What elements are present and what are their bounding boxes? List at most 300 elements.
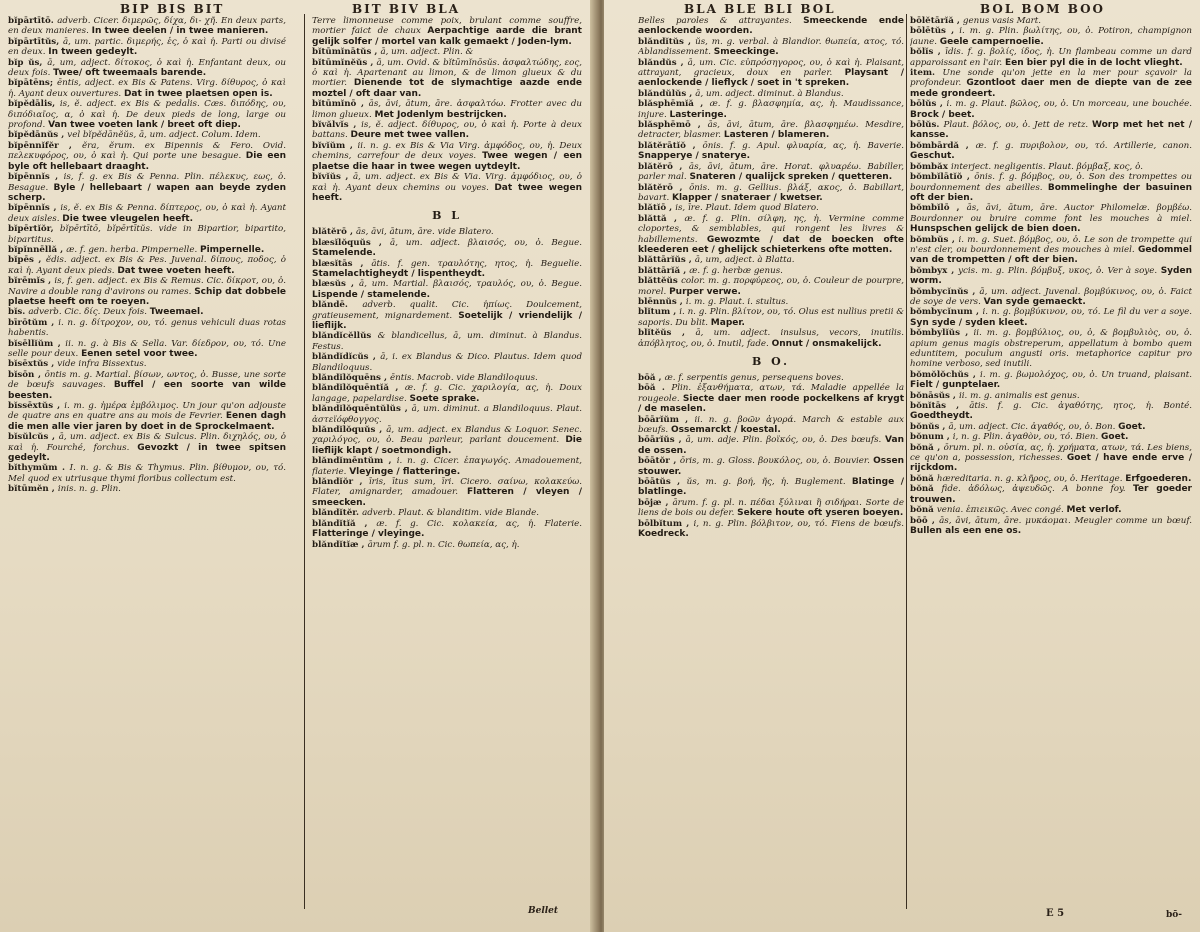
entry-dutch-translation: Ter goeder trouwen. bbox=[910, 484, 1192, 505]
dictionary-entry bbox=[910, 266, 1192, 287]
entry-definition: adverb. Plaut. & blanditim. vide Blande. bbox=[362, 508, 540, 519]
entry-definition: ā, i. ex Blandus & Dico. Plautus. Idem quod Blandiloquus. bbox=[312, 352, 582, 373]
entry-dutch-translation: Stamelende. bbox=[312, 248, 376, 259]
entry-headword: blăndĭlŏquēns , bbox=[312, 373, 390, 383]
entry-definition: ōnis. f. g. Apul. φλυαρία, ας, ἡ. Baverie. bbox=[702, 140, 904, 151]
dictionary-entry bbox=[638, 297, 904, 307]
catchword-left: Bellet bbox=[528, 906, 559, 916]
entry-headword: bĭsēxtŭs , bbox=[8, 359, 58, 370]
dictionary-entry bbox=[8, 37, 286, 58]
dictionary-entry bbox=[8, 255, 286, 276]
entry-headword: blătĕrātĭŏ , bbox=[638, 140, 703, 151]
entry-headword: bĭpēnnĭs , bbox=[8, 172, 64, 183]
entry-definition: æ. f. g. πυριβολον, ου, τό. Artillerie, canon. bbox=[975, 140, 1192, 151]
entry-headword: bōlŭs. bbox=[910, 120, 944, 131]
entry-headword: blăndĭtĕr. bbox=[312, 508, 363, 519]
entry-definition: & blandicellus, ā, um. diminut. à Blandus. Festus. bbox=[312, 331, 582, 352]
entry-dutch-translation: Blatinge / blatlinge. bbox=[638, 477, 904, 498]
dictionary-entry bbox=[8, 318, 286, 339]
entry-headword: bĭsēllĭŭm , bbox=[8, 338, 66, 349]
entry-headword: bŏmbăx bbox=[910, 161, 951, 172]
dictionary-entry bbox=[910, 99, 1192, 120]
entry-dutch-translation: Geschut. bbox=[910, 151, 955, 162]
entry-dutch-translation: Dat in twee plaetsen open is. bbox=[123, 88, 273, 99]
entry-dutch-translation: Maper. bbox=[710, 317, 745, 328]
entry-definition: is, f. gen. adject. ex Bis & Remus. Cic. δίκροτ, ου, ὁ. Navire a double rang d'avirons ou rames. bbox=[8, 276, 286, 297]
entry-headword: bĭsŭlcŭs , bbox=[8, 432, 59, 443]
entry-definition: ās, āvi, ātum, āre. vide Blatero. bbox=[356, 227, 494, 238]
dictionary-entry bbox=[8, 339, 286, 360]
dictionary-entry bbox=[910, 432, 1192, 442]
entry-dutch-translation: Ossen stouwer. bbox=[638, 456, 904, 477]
dictionary-entry bbox=[910, 26, 1192, 47]
entry-definition: æ. f. g. Plin. σίλφη, ης, ἡ. Vermine comme cloportes, & semblables, qui rongent les livres & habillements. bbox=[638, 213, 904, 245]
entry-definition: ŭs, m. g. βοή, ῆς, ἡ. Buglement. bbox=[686, 477, 852, 488]
entry-headword: bīrōtŭm , bbox=[8, 317, 59, 328]
entry-definition: hæreditaria. n. g. κλῆρος, ου, ὁ. Heritage. bbox=[936, 473, 1126, 484]
dictionary-entry bbox=[638, 120, 904, 141]
dictionary-entry bbox=[312, 58, 582, 100]
dictionary-entry bbox=[638, 328, 904, 349]
dictionary-entry bbox=[312, 540, 582, 550]
entry-dutch-translation: Syn syde / syden kleet. bbox=[910, 317, 1028, 328]
entry-definition: ā, um. adject. ex Blandus & Loquor. Senec. χαριλόγος, ου, ὁ. Beau parleur, parlant doucement. bbox=[312, 425, 582, 446]
dictionary-entry bbox=[638, 519, 904, 540]
dictionary-entry bbox=[910, 474, 1192, 484]
entry-dutch-translation: Geele campernoelie. bbox=[939, 36, 1044, 47]
entry-dutch-translation: Purper verwe. bbox=[669, 286, 741, 297]
entry-dutch-translation: Byle / hellebaart / wapen aan beyde zyden scherp. bbox=[8, 182, 286, 203]
entry-definition: ycis. m. g. Plin. βόμβυξ, υκος, ὁ. Ver à soye. bbox=[958, 265, 1161, 276]
dictionary-entry bbox=[910, 203, 1192, 234]
entry-dutch-translation: Met Jodenlym bestrijcken. bbox=[374, 109, 507, 120]
entry-definition: æ. f. gen. herba. Pimpernelle. bbox=[66, 244, 200, 255]
entry-definition: ēntis, adject. ex Bis & Patens. Virg. δίθυρος, ὁ καὶ ἡ. Ayant deux ouvertures. bbox=[8, 78, 286, 99]
entry-definition: color. m. g. πορφύρεος, ου, ὁ. Couleur de pourpre, morel. bbox=[638, 276, 904, 297]
dictionary-entry bbox=[312, 120, 582, 141]
dictionary-entry bbox=[8, 276, 286, 307]
dictionary-entry bbox=[910, 516, 1192, 537]
entry-dutch-translation: Snateren / qualijck spreken / quetteren. bbox=[689, 172, 893, 183]
entry-definition: ātis. f. g. Cic. ἀγαθότης, ητος, ἡ. Bonté. bbox=[969, 401, 1192, 412]
entry-definition: inis. n. g. Plin. bbox=[57, 484, 121, 495]
entry-headword: bōō , bbox=[910, 515, 940, 526]
dictionary-entry bbox=[910, 16, 1192, 26]
entry-definition: i. n. g. Cicer. ἐπαγωγός. Amadouement, flaterie. bbox=[312, 456, 582, 477]
entry-headword: bŏnă bbox=[910, 484, 942, 495]
entry-definition: ii. n. g. ex Bis & Via Virg. ἀμφόδος, ου, ἡ. Deux chemins, carrefour de deux voyes. bbox=[312, 140, 582, 162]
entry-definition: i. m. g. Plin. βωλίτης, ου, ὁ. Potiron, champignon jaune. bbox=[910, 26, 1192, 47]
entry-headword: bĭtūmĭnĕŭs , bbox=[312, 57, 377, 68]
entry-dutch-translation: Goet / have ende erve / rijckdom. bbox=[910, 453, 1192, 474]
entry-definition: ārum. f. g. pl. n. πέδαι ξύλιναι ἢ σιδήραι. Sorte de liens de bois ou defer. bbox=[638, 497, 904, 519]
entry-definition: i. n. g. Plin. βλίτον, ου, τό. Olus est nullius pretii & saporis. Du blit. bbox=[638, 307, 904, 328]
entry-definition: ōrum. pl. n. οὐσία, ας, ἡ. χρήματα, ατων, τά. Les biens, ce qu'on a, possession, richesses. bbox=[910, 442, 1192, 464]
dictionary-entry bbox=[8, 359, 286, 369]
entry-dutch-translation: Pimpernelle. bbox=[199, 244, 265, 255]
dictionary-entry bbox=[638, 37, 904, 58]
entry-definition: ā, um. adject. Cic. ἀγαθός, ου, ὁ. Bon. bbox=[948, 421, 1119, 432]
left-column-1 bbox=[8, 16, 286, 916]
entry-definition: ā, um. adject. diminut. à Blandus. bbox=[695, 88, 844, 99]
entry-headword: blăndĭdĭcŭs , bbox=[312, 352, 381, 363]
dictionary-entry bbox=[8, 245, 286, 255]
entry-headword: bŏmbyx , bbox=[910, 265, 959, 276]
entry-dutch-translation: Goet. bbox=[1101, 432, 1129, 443]
dictionary-entry bbox=[638, 99, 904, 120]
dictionary-entry bbox=[8, 401, 286, 432]
entry-definition: is, f. g. ex Bis & Penna. Plin. πέλεκυς, εως, ὁ. Besague. bbox=[8, 172, 286, 193]
entry-definition: i, n. g. Plin. βόλβιτον, ου, τό. Fiens de bœufs. bbox=[693, 518, 904, 529]
dictionary-entry bbox=[910, 141, 1192, 162]
entry-headword: blăndŭs , bbox=[638, 57, 688, 68]
entry-definition: bĭpērtītō, bĭpērtītŭs. vide in Bipartior, bipartito, bipartitus. bbox=[8, 224, 286, 245]
entry-headword: item. bbox=[910, 68, 943, 79]
entry-dutch-translation: Twee wegen / een plaetse die haar in twee wegen uytdeylt. bbox=[312, 151, 582, 172]
entry-definition: vel bĭpĕdānĕŭs, ā, um. adject. Colum. Idem. bbox=[67, 130, 261, 141]
entry-dutch-translation: Tweemael. bbox=[149, 307, 204, 318]
entry-headword: blĭtum , bbox=[638, 307, 680, 318]
entry-definition: ōnis. m. g. Gellius. βλάξ, ακος, ὁ. Babillart, bavart. bbox=[638, 182, 904, 203]
entry-definition: i. n. g. δίτροχον, ου, τό. genus vehiculi duas rotas habentis. bbox=[8, 317, 286, 339]
entry-dutch-translation: Twee/ oft tweemaals barende. bbox=[53, 68, 207, 79]
entry-definition: ās, āvi, ātum, āre. Horat. φλυαρέω. Babiller, parler mal. bbox=[638, 161, 904, 183]
entry-dutch-translation: Eenen setel voor twee. bbox=[81, 349, 198, 359]
entry-headword: bŏmbārdă , bbox=[910, 140, 976, 151]
dictionary-entry bbox=[312, 279, 582, 300]
entry-definition: ōris, m. g. Gloss. βουκόλος, ου, ὁ. Bouvier. bbox=[679, 456, 874, 467]
entry-definition: venia. ἐπιεικῶς. Avec congé. bbox=[936, 505, 1067, 516]
dictionary-entry bbox=[8, 307, 286, 317]
entry-dutch-translation: In twee deelen / in twee manieren. bbox=[91, 26, 269, 37]
entry-definition: æ. f. g. Cic. χαριλογία, ας, ἡ. Doux langage, papelardise. bbox=[312, 383, 582, 404]
entry-dutch-translation: Smeeckende ende aenlockende woorden. bbox=[638, 16, 904, 37]
entry-definition: ŭs, m. g. verbal. à Blandior. θωπεία, ατος, τό. Ablandissement. bbox=[638, 36, 904, 58]
entry-headword: bōlbĭtum , bbox=[638, 518, 694, 529]
entry-dutch-translation: Goet. bbox=[1118, 421, 1146, 432]
entry-definition: ātis. f. gen. τραυλότης, ητος, ἡ. Beguelie. bbox=[371, 258, 582, 269]
entry-dutch-translation: Snapperye / snaterye. bbox=[638, 151, 750, 162]
entry-dutch-translation: Dat twee voeten heeft. bbox=[117, 265, 235, 276]
entry-definition: adverb. Cic. δίς. Deux fois. bbox=[28, 307, 150, 318]
running-head-left-col2: BIT BIV BLA bbox=[352, 2, 460, 16]
entry-definition: adverb. Cicer. διμερῶς, δίχα, δι- χῆ. En deux parts, en deux manieres. bbox=[8, 16, 286, 37]
column-rule bbox=[304, 14, 305, 909]
dictionary-entry bbox=[8, 484, 286, 494]
entry-definition: īris, ītus sum, īri. Cicero. σαίνω, κολακεύω. Flater, amignarder, amadouer. bbox=[312, 477, 582, 498]
entry-dutch-translation: Flatteren / vleyen / smeecken. bbox=[312, 487, 582, 508]
entry-dutch-translation: Aerpachtige aarde die brant gelijk solfer / mortel van kalk gemaekt / Joden-lym. bbox=[312, 26, 582, 47]
entry-definition: Plin. ἐξανθήματα, ατων, τά. Maladie appellée la rougeole. bbox=[638, 383, 904, 404]
dictionary-entry bbox=[8, 370, 286, 401]
dictionary-entry bbox=[638, 183, 904, 204]
entry-headword: bĭthymŭm . bbox=[8, 463, 70, 474]
entry-definition: æ. f. g. Cic. κολακεία, ας, ἡ. Flaterie. bbox=[376, 518, 582, 529]
catchword-right: bō- bbox=[1166, 910, 1183, 920]
entry-headword: bŏnĭtās , bbox=[910, 401, 970, 412]
entry-definition: ā, um. adject. ex Bis & Sulcus. Plin. διχηλός, ου, ὁ καὶ ἡ. Fourché, forchus. bbox=[8, 432, 286, 453]
entry-headword: bŏlĭs , bbox=[910, 47, 946, 58]
dictionary-entry bbox=[312, 519, 582, 540]
dictionary-entry bbox=[8, 432, 286, 463]
dictionary-entry bbox=[312, 373, 582, 383]
dictionary-entry bbox=[638, 435, 904, 456]
entry-definition: æ. f. g. βλασφημία, ας, ἡ. Maudissance, injure. bbox=[638, 99, 904, 120]
entry-headword: blătĭō , bbox=[638, 203, 676, 214]
dictionary-entry bbox=[312, 352, 582, 373]
entry-definition: ōntis m. g. Martial. βίσων, ωντος, ὁ. Busse, une sorte de bœufs sauvages. bbox=[8, 369, 286, 391]
entry-definition: īdis. f. g. βολίς, ίδος, ἡ. Un flambeau comme un dard apparoissant en l'air. bbox=[910, 47, 1192, 68]
entry-dutch-translation: Van syde gemaeckt. bbox=[983, 296, 1086, 307]
entry-dutch-translation: Fielt / gunptelaer. bbox=[910, 380, 1001, 391]
entry-headword: bōă . bbox=[638, 383, 672, 394]
entry-headword: blĭtĕŭs , bbox=[638, 328, 696, 339]
right-column-2 bbox=[910, 16, 1192, 916]
entry-headword: blăndĭlŏquēntĭă , bbox=[312, 383, 405, 394]
dictionary-entry bbox=[312, 259, 582, 280]
dictionary-entry bbox=[312, 508, 582, 518]
dictionary-entry bbox=[312, 300, 582, 331]
entry-definition: ā, um. adject. insulsus, vecors, inutilis. ἀπόβλητος, ου, ὁ. Inutil, fade. bbox=[638, 328, 904, 349]
entry-definition: I. n. g. & Bis & Thymus. Plin. βίθυμον, ου, τό. Mel quod ex utriusque thymi floribus collectum est. bbox=[8, 463, 286, 484]
entry-definition: ā, um. diminut. a Blandiloquus. Plaut. ἀστεϊόφθογγος. bbox=[312, 404, 582, 425]
dictionary-entry bbox=[8, 224, 286, 245]
entry-dutch-translation: Lispende / stamelende. bbox=[312, 289, 431, 300]
entry-definition: i. m. g. βωμολόχος, ου, ὁ. Un truand, plaisant. bbox=[980, 369, 1192, 380]
entry-dutch-translation: Stamelachtigheydt / lispentheydt. bbox=[312, 268, 486, 279]
left-column-2 bbox=[312, 16, 582, 916]
entry-headword: bŏnă , bbox=[910, 442, 944, 453]
entry-dutch-translation: Van de ossen. bbox=[638, 435, 904, 456]
entry-definition: Belles paroles & attrayantes. bbox=[638, 16, 804, 26]
dictionary-entry bbox=[638, 383, 904, 414]
entry-headword: bĭvĭŭm , bbox=[312, 140, 358, 151]
entry-headword: bŏnum , bbox=[910, 432, 953, 443]
entry-definition: ā, um. adject. βλαισός, ου, ὁ. Begue. bbox=[390, 237, 582, 248]
running-head-right-col2: BOL BOM BOO bbox=[980, 2, 1105, 16]
entry-definition: Plaut. βόλος, ου, ὁ. Jett de retz. bbox=[943, 120, 1092, 131]
entry-definition: is, īre. Plaut. Idem quod Blatero. bbox=[675, 203, 819, 214]
entry-headword: blătĕrō , bbox=[312, 227, 356, 238]
entry-dutch-translation: Gevozkt / in twee spitsen gedeylt. bbox=[8, 442, 286, 464]
entry-dutch-translation: Worp met het net / kansse. bbox=[910, 120, 1192, 141]
entry-headword: blătĕrō , bbox=[638, 161, 689, 172]
dictionary-entry bbox=[312, 238, 582, 259]
entry-dutch-translation: Siecte daer men roode pockelkens af krygt / de maselen. bbox=[638, 393, 904, 415]
entry-dutch-translation: Onnut / onsmakelijck. bbox=[771, 338, 882, 349]
dictionary-entry bbox=[312, 47, 582, 57]
entry-definition: genus vasis Mart. bbox=[962, 16, 1042, 26]
entry-headword: bŏnāsŭs , bbox=[910, 390, 959, 401]
entry-dutch-translation: Klapper / snateraer / kwetser. bbox=[672, 192, 823, 203]
entry-headword: bĭrēmĭs , bbox=[8, 276, 55, 287]
dictionary-entry bbox=[638, 141, 904, 162]
entry-dutch-translation: Sekere houte oft yseren boeyen. bbox=[737, 508, 904, 519]
entry-headword: bĭpĕdālis, bbox=[8, 99, 60, 110]
entry-headword: bĭtūmĕn , bbox=[8, 484, 58, 495]
entry-definition: ii. m. g. βομβύλιος, ου, ὁ, & βομβυλιὸς, ου, ὁ. apium genus magis obstreperum, appellatum à bombo quem eduntitem, poculum angusti oris. metaphorice capitur pro homine verboso, sed inutili. bbox=[910, 328, 1192, 370]
entry-dutch-translation: Dienende tot de slymachtige aazde ende moztel / oft daar van. bbox=[312, 78, 582, 99]
right-column-1 bbox=[638, 16, 904, 916]
dictionary-entry bbox=[910, 505, 1192, 515]
entry-definition: ā, um. adject. Juvenal. βομβύκινος, ου, ὁ. Faict de soye de vers. bbox=[910, 286, 1192, 307]
entry-dutch-translation: Soetelijk / vriendelijk / lieflijk. bbox=[312, 310, 582, 331]
dictionary-entry bbox=[638, 58, 904, 89]
dictionary-entry bbox=[638, 276, 904, 297]
entry-dutch-translation: Ossemarckt / koestal. bbox=[670, 425, 781, 436]
signature-mark: E 5 bbox=[1046, 908, 1065, 919]
entry-definition: interject. negligentis. Plaut. βόμβαξ, κος, ὁ. bbox=[950, 161, 1144, 172]
entry-headword: bŏmbycĭnum , bbox=[910, 307, 983, 318]
entry-dutch-translation: Lasteren / blameren. bbox=[723, 130, 830, 141]
dictionary-entry bbox=[638, 255, 904, 265]
entry-headword: blăndē. bbox=[312, 300, 363, 311]
entry-headword: blăndĭcĕllŭs bbox=[312, 331, 378, 342]
dictionary-entry bbox=[8, 172, 286, 203]
entry-dutch-translation: Flatteringe / vleyinge. bbox=[312, 529, 425, 540]
dictionary-entry bbox=[910, 68, 1192, 99]
entry-headword: bĭpātēns; bbox=[8, 78, 57, 89]
entry-definition: ā, um, adject. δίτοκος, ὁ καὶ ἡ. Enfantant deux, ou deux fois. bbox=[8, 57, 286, 79]
entry-definition: ā, um. adje. Plin. βοϊκός, ου, ὁ. Des bœufs. bbox=[685, 435, 886, 446]
entry-headword: blăttĕŭs bbox=[638, 276, 682, 287]
entry-headword: bĭpĕdānŭs , bbox=[8, 130, 68, 141]
entry-headword: bōātŭs , bbox=[638, 477, 687, 488]
dictionary-entry bbox=[8, 203, 286, 224]
dictionary-entry bbox=[910, 443, 1192, 474]
entry-headword: bŏmbylĭŭs , bbox=[910, 328, 974, 339]
entry-dutch-translation: Buffel / een soorte van wilde beesten. bbox=[8, 380, 286, 401]
entry-headword: blătĕrō , bbox=[638, 182, 690, 193]
entry-definition: ās, āvi, ātum, āre. ἀσφαλτόω. Frotter avec du limon glueux. bbox=[312, 99, 582, 120]
entry-definition: is, ĕ. adject. δίθυρος, ου, ὁ καὶ ἡ. Porte à deux battans. bbox=[312, 120, 582, 141]
dictionary-entry bbox=[312, 99, 582, 120]
dictionary-entry bbox=[638, 415, 904, 436]
entry-headword: bōātŏr , bbox=[638, 456, 680, 467]
dictionary-entry bbox=[910, 287, 1192, 308]
dictionary-entry bbox=[312, 477, 582, 508]
entry-headword: bĭpērtĭŏr, bbox=[8, 224, 60, 235]
entry-headword: blăttārĭŭs , bbox=[638, 255, 695, 266]
entry-headword: bŏnă bbox=[910, 505, 937, 516]
entry-dutch-translation: Van twee voeten lank / breet oft diep. bbox=[48, 120, 241, 131]
entry-definition: ā, um. adject. Plin. & bbox=[380, 47, 474, 58]
dictionary-entry bbox=[312, 404, 582, 425]
dictionary-entry bbox=[8, 130, 286, 140]
entry-dutch-translation: Goedtheydt. bbox=[910, 411, 973, 422]
entry-definition: fide. ἀδόλως, ἀψευδῶς. A bonne foy. bbox=[941, 484, 1133, 495]
entry-headword: blăsphēmĭă , bbox=[638, 99, 710, 110]
entry-definition: ās, āvi, ātum, āre. μυκάομαι. Meugler comme un bœuf. bbox=[939, 515, 1192, 526]
dictionary-entry bbox=[638, 203, 904, 213]
entry-definition: ā, um. Ovid. & bĭtūmĭnōsŭs. ἀσφαλτώδης, εος, ὁ καὶ ἡ. Apartenant au limon, & de limon glueux & du mortier. bbox=[312, 57, 582, 89]
entry-definition: æ. f. serpentis genus, persequens boves. bbox=[664, 373, 844, 383]
entry-dutch-translation: Een bier pyl die in de locht vlieght. bbox=[1004, 57, 1183, 68]
entry-definition: ārum f. g. pl. n. Cic. θωπεία, ας, ἡ. bbox=[367, 539, 520, 550]
dictionary-entry bbox=[638, 266, 904, 276]
entry-headword: bōlētŭs , bbox=[910, 26, 960, 37]
entry-dutch-translation: Deure met twee vallen. bbox=[350, 130, 470, 141]
dictionary-entry bbox=[910, 328, 1192, 370]
dictionary-entry bbox=[8, 78, 286, 99]
entry-definition: Une sonde qu'on jette en la mer pour sçavoir la profondeur. bbox=[910, 68, 1192, 89]
entry-dutch-translation: Lasteringe. bbox=[669, 109, 727, 120]
entry-headword: bĭpĭnnēllă , bbox=[8, 244, 67, 255]
dictionary-entry bbox=[638, 477, 904, 498]
entry-definition: vide infra Bissextus. bbox=[57, 359, 147, 370]
dictionary-entry bbox=[910, 172, 1192, 203]
entry-headword: blăndĭmēntŭm , bbox=[312, 456, 397, 467]
dictionary-entry bbox=[312, 331, 582, 352]
entry-definition: æ. f. g. herbæ genus. bbox=[689, 265, 783, 276]
entry-dutch-translation: Eenen dagh die men alle vier jaren by doet in de Sprockelmaent. bbox=[8, 411, 286, 432]
entry-headword: blăndĭlŏquŭs , bbox=[312, 425, 387, 436]
dictionary-entry bbox=[910, 484, 1192, 505]
entry-definition: ĕdis. adject. ex Bis & Pes. Juvenal. δίπους, ποδος, ὁ καὶ ἡ. Ayant deux pieds. bbox=[8, 255, 286, 276]
dictionary-entry bbox=[910, 47, 1192, 68]
entry-headword: blăndĭlŏquēntŭlŭs , bbox=[312, 404, 412, 415]
entry-dutch-translation: Die een byle oft hellebaart draaght. bbox=[8, 151, 286, 172]
entry-dutch-translation: Die lieflijk klapt / soetmondigh. bbox=[312, 435, 582, 456]
section-heading: B O. bbox=[752, 355, 790, 368]
entry-definition: i. m. g. Plaut. βῶλος, ου, ὁ. Un morceau, une bouchée. bbox=[946, 99, 1192, 110]
entry-definition: i. m. g. Plaut. i. stultus. bbox=[685, 296, 789, 307]
entry-headword: blăndŭlŭs , bbox=[638, 88, 696, 99]
entry-headword: bĭpēnnĭs , bbox=[8, 203, 61, 214]
left-page bbox=[0, 0, 596, 932]
entry-definition: ii. m. g. animalis est genus. bbox=[959, 390, 1080, 401]
entry-headword: bōlĕtārĭă , bbox=[910, 16, 963, 26]
entry-headword: blăndĭŏr , bbox=[312, 477, 369, 488]
entry-dutch-translation: Bommelinghe der basuinen oft der bien. bbox=[910, 182, 1192, 203]
section-heading: B L bbox=[432, 209, 462, 223]
dictionary-entry bbox=[638, 373, 904, 383]
entry-definition: i. m. g. Suet. βόμβος, ου, ὁ. Le son de trompette qui n'est cler, ou bourdonnement des mouches à miel. bbox=[910, 234, 1192, 255]
dictionary-entry bbox=[312, 141, 582, 172]
entry-dutch-translation: In tween gedeylt. bbox=[48, 47, 138, 58]
entry-headword: bĭpēnnĭfĕr , bbox=[8, 140, 82, 151]
dictionary-entry bbox=[638, 307, 904, 328]
entry-dutch-translation: Koedreck. bbox=[638, 529, 689, 540]
entry-definition: ā, um, adject. à Blatta. bbox=[694, 255, 795, 266]
dictionary-entry bbox=[8, 463, 286, 484]
dictionary-entry bbox=[910, 401, 1192, 422]
dictionary-entry bbox=[910, 307, 1192, 328]
entry-headword: blăndĭtŭs , bbox=[638, 36, 696, 47]
entry-headword: bĭpēs , bbox=[8, 255, 46, 266]
entry-dutch-translation: Vleyinge / flatteringe. bbox=[349, 466, 461, 477]
entry-headword: blăttārĭă , bbox=[638, 265, 690, 276]
entry-definition: ii. n. g. βοῶν ἀγορά. March & estable aux bœufs. bbox=[638, 414, 904, 436]
entry-definition: ii. n. g. à Bis & Sella. Var. δίεδρον, ου, τό. Une selle pour deux. bbox=[8, 338, 286, 359]
dictionary-entry bbox=[910, 370, 1192, 391]
entry-dutch-translation: Die twee vleugelen heeft. bbox=[62, 213, 194, 224]
entry-headword: blăndĭtĭæ , bbox=[312, 539, 368, 550]
entry-dutch-translation: Dat twee wegen heeft. bbox=[312, 182, 582, 203]
entry-definition: i, n. g. Plin. ἀγαθὸν, ου, τό. Bien. bbox=[952, 432, 1102, 443]
entry-dutch-translation: Bullen als een ene os. bbox=[910, 525, 1022, 536]
entry-headword: bŏnŭs , bbox=[910, 421, 949, 432]
entry-headword: blæsĭtās , bbox=[312, 258, 372, 269]
entry-headword: blăndĭtĭă , bbox=[312, 518, 377, 529]
entry-definition: Terre limonneuse comme poix, brulant comme souffre, mortier faict de chaux bbox=[312, 16, 582, 37]
dictionary-entry bbox=[8, 16, 286, 37]
entry-headword: blæsĭlŏquŭs , bbox=[312, 237, 391, 248]
entry-definition: i. n. g. βομβύκινον, ου, τό. Le fil du ver a soye. bbox=[982, 307, 1192, 318]
entry-headword: bĭpārtītŭs, bbox=[8, 36, 63, 47]
dictionary-entry bbox=[910, 120, 1192, 141]
entry-headword: bĭsōn , bbox=[8, 369, 45, 380]
